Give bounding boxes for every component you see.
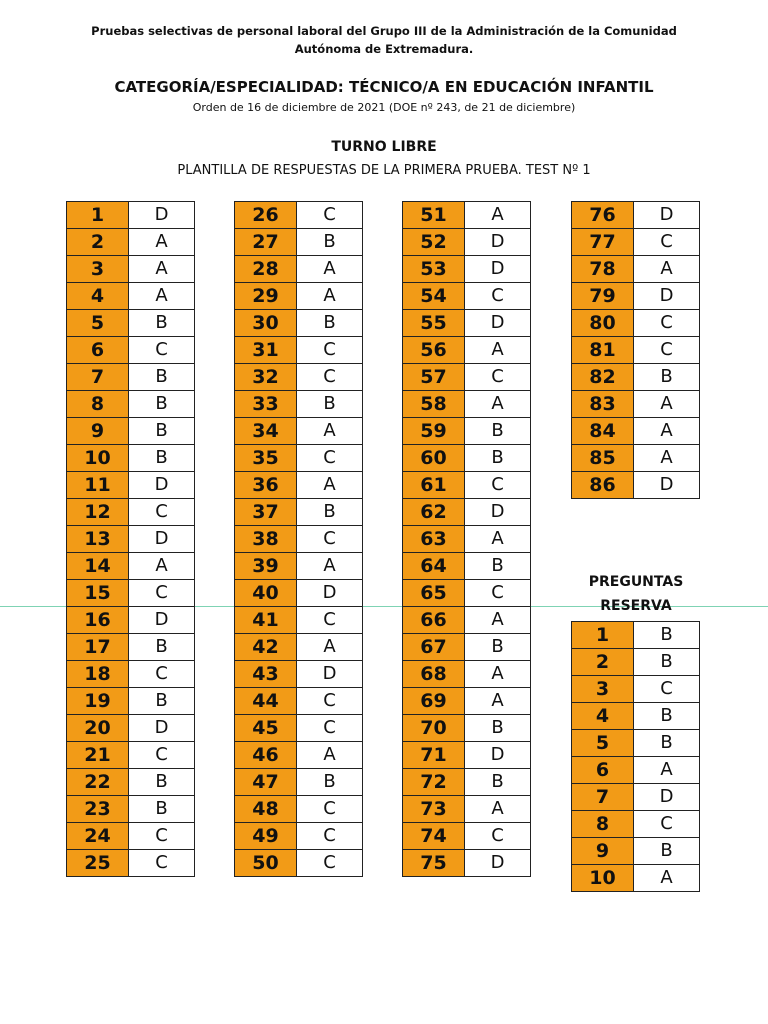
question-number: 26	[235, 202, 297, 229]
answer-letter: B	[297, 391, 363, 418]
answer-row	[572, 391, 700, 418]
answer-row	[67, 580, 195, 607]
question-number: 59	[403, 418, 465, 445]
answer-row	[67, 256, 195, 283]
question-number: 24	[67, 823, 129, 850]
answer-letter: D	[634, 472, 700, 499]
question-number: 8	[67, 391, 129, 418]
answer-row	[403, 472, 531, 499]
answer-letter: A	[297, 742, 363, 769]
question-number: 7	[67, 364, 129, 391]
answer-row	[403, 661, 531, 688]
answer-letter: B	[129, 418, 195, 445]
question-number: 75	[403, 850, 465, 877]
question-number: 15	[67, 580, 129, 607]
question-number: 19	[67, 688, 129, 715]
answer-row	[67, 823, 195, 850]
answer-letter: D	[634, 202, 700, 229]
answer-row	[235, 364, 363, 391]
answer-letter: C	[297, 526, 363, 553]
answer-letter: C	[297, 202, 363, 229]
answer-row	[572, 229, 700, 256]
answer-letter: B	[465, 418, 531, 445]
answer-row	[235, 499, 363, 526]
question-number: 54	[403, 283, 465, 310]
answer-letter: C	[297, 337, 363, 364]
answer-row	[235, 553, 363, 580]
answer-letter: D	[129, 607, 195, 634]
answer-letter: B	[297, 769, 363, 796]
question-number: 86	[572, 472, 634, 499]
answer-letter: A	[297, 256, 363, 283]
question-number: 31	[235, 337, 297, 364]
answers-table-51-75	[402, 201, 531, 877]
question-number: 10	[67, 445, 129, 472]
question-number: 76	[572, 202, 634, 229]
turno-title: TURNO LIBRE	[331, 139, 437, 155]
answer-row	[572, 310, 700, 337]
answer-row	[235, 796, 363, 823]
answer-letter: C	[129, 337, 195, 364]
answer-letter: C	[297, 796, 363, 823]
question-number: 28	[235, 256, 297, 283]
answer-letter: D	[634, 784, 700, 811]
question-number: 83	[572, 391, 634, 418]
answer-letter: B	[129, 796, 195, 823]
order-reference: Orden de 16 de diciembre de 2021 (DOE nº 243, de 21 de diciembre)	[192, 101, 576, 114]
answer-row	[235, 850, 363, 877]
answer-row	[403, 364, 531, 391]
answer-row	[403, 796, 531, 823]
question-number: 32	[235, 364, 297, 391]
answer-row	[403, 526, 531, 553]
answer-letter: B	[297, 229, 363, 256]
answer-letter: B	[129, 688, 195, 715]
question-number: 74	[403, 823, 465, 850]
question-number: 35	[235, 445, 297, 472]
answer-letter: B	[465, 715, 531, 742]
answer-row	[572, 811, 700, 838]
answer-letter: B	[634, 364, 700, 391]
answer-row	[235, 229, 363, 256]
answer-row	[403, 337, 531, 364]
answer-row	[572, 784, 700, 811]
question-number: 17	[67, 634, 129, 661]
question-number: 23	[67, 796, 129, 823]
answer-row	[67, 634, 195, 661]
question-number: 49	[235, 823, 297, 850]
answer-row	[572, 838, 700, 865]
question-number: 69	[403, 688, 465, 715]
question-number: 70	[403, 715, 465, 742]
answer-letter: D	[297, 661, 363, 688]
answer-letter: B	[129, 634, 195, 661]
answer-letter: B	[465, 769, 531, 796]
answer-row	[67, 526, 195, 553]
question-number: 57	[403, 364, 465, 391]
question-number: 34	[235, 418, 297, 445]
answer-letter: C	[634, 229, 700, 256]
question-number: 78	[572, 256, 634, 283]
question-number: 58	[403, 391, 465, 418]
answer-row	[572, 472, 700, 499]
answer-letter: C	[297, 607, 363, 634]
question-number: 6	[572, 757, 634, 784]
answer-letter: B	[129, 310, 195, 337]
answer-row	[67, 607, 195, 634]
answer-row	[67, 688, 195, 715]
answer-letter: D	[129, 202, 195, 229]
answer-letter: A	[465, 607, 531, 634]
question-number: 10	[572, 865, 634, 892]
answer-row	[67, 553, 195, 580]
answer-letter: B	[634, 838, 700, 865]
answer-row	[67, 229, 195, 256]
answer-row	[572, 622, 700, 649]
question-number: 56	[403, 337, 465, 364]
answer-row	[235, 607, 363, 634]
question-number: 3	[572, 676, 634, 703]
answer-row	[235, 310, 363, 337]
question-number: 81	[572, 337, 634, 364]
question-number: 4	[67, 283, 129, 310]
answer-row	[572, 337, 700, 364]
answers-table-1-25	[66, 201, 195, 877]
question-number: 33	[235, 391, 297, 418]
answer-row	[67, 661, 195, 688]
question-number: 20	[67, 715, 129, 742]
question-number: 29	[235, 283, 297, 310]
answer-letter: C	[129, 742, 195, 769]
question-number: 25	[67, 850, 129, 877]
question-number: 9	[572, 838, 634, 865]
question-number: 18	[67, 661, 129, 688]
answer-letter: A	[297, 634, 363, 661]
answer-row	[235, 337, 363, 364]
answer-letter: A	[634, 445, 700, 472]
question-number: 52	[403, 229, 465, 256]
question-number: 77	[572, 229, 634, 256]
plantilla-title: PLANTILLA DE RESPUESTAS DE LA PRIMERA PRUEBA. TEST Nº 1	[177, 163, 591, 178]
answer-letter: C	[634, 337, 700, 364]
answer-row	[235, 661, 363, 688]
answer-letter: B	[129, 769, 195, 796]
answer-row	[403, 499, 531, 526]
answer-row	[403, 256, 531, 283]
answer-letter: B	[465, 445, 531, 472]
answer-letter: B	[634, 649, 700, 676]
answer-letter: A	[465, 202, 531, 229]
answer-row	[67, 769, 195, 796]
answer-row	[67, 391, 195, 418]
answer-row	[403, 850, 531, 877]
answer-row	[67, 499, 195, 526]
question-number: 64	[403, 553, 465, 580]
answer-row	[403, 229, 531, 256]
question-number: 39	[235, 553, 297, 580]
exam-description: Pruebas selectivas de personal laboral del Grupo III de la Administración de la Comunidad Autónoma de Extremadura.	[91, 24, 677, 56]
answers-table-76-86	[571, 201, 700, 499]
answer-row	[67, 310, 195, 337]
answer-row	[67, 445, 195, 472]
answer-row	[572, 649, 700, 676]
question-number: 53	[403, 256, 465, 283]
question-number: 63	[403, 526, 465, 553]
answer-letter: D	[465, 742, 531, 769]
question-number: 30	[235, 310, 297, 337]
answer-letter: A	[297, 418, 363, 445]
question-number: 85	[572, 445, 634, 472]
answer-row	[572, 364, 700, 391]
answer-row	[403, 310, 531, 337]
answer-letter: D	[465, 850, 531, 877]
answer-letter: D	[129, 526, 195, 553]
question-number: 14	[67, 553, 129, 580]
answer-row	[403, 634, 531, 661]
answer-letter: D	[465, 310, 531, 337]
answer-letter: C	[129, 850, 195, 877]
question-number: 9	[67, 418, 129, 445]
answer-letter: C	[297, 850, 363, 877]
answer-row	[572, 676, 700, 703]
answer-row	[572, 256, 700, 283]
answer-row	[235, 256, 363, 283]
question-number: 65	[403, 580, 465, 607]
answer-row	[403, 445, 531, 472]
answer-letter: B	[297, 499, 363, 526]
question-number: 36	[235, 472, 297, 499]
answer-letter: C	[297, 445, 363, 472]
answer-row	[235, 769, 363, 796]
answer-row	[572, 418, 700, 445]
question-number: 48	[235, 796, 297, 823]
reserve-answers-table	[571, 621, 700, 892]
answer-row	[572, 445, 700, 472]
answer-letter: C	[129, 580, 195, 607]
answer-row	[403, 769, 531, 796]
answer-row	[403, 715, 531, 742]
answer-letter: D	[297, 580, 363, 607]
answer-letter: A	[297, 283, 363, 310]
answer-row	[235, 526, 363, 553]
answer-letter: C	[297, 823, 363, 850]
answer-row	[235, 418, 363, 445]
answer-row	[403, 580, 531, 607]
answer-letter: A	[465, 796, 531, 823]
answer-letter: B	[634, 730, 700, 757]
question-number: 1	[572, 622, 634, 649]
question-number: 50	[235, 850, 297, 877]
answer-row	[235, 742, 363, 769]
question-number: 51	[403, 202, 465, 229]
question-number: 5	[67, 310, 129, 337]
category-title: CATEGORÍA/ESPECIALIDAD: TÉCNICO/A EN EDUCACIÓN INFANTIL	[114, 78, 654, 96]
answer-letter: C	[634, 811, 700, 838]
question-number: 72	[403, 769, 465, 796]
answer-row	[67, 364, 195, 391]
answer-row	[572, 703, 700, 730]
question-number: 43	[235, 661, 297, 688]
question-number: 67	[403, 634, 465, 661]
answer-letter: A	[129, 553, 195, 580]
question-number: 6	[67, 337, 129, 364]
answer-row	[572, 202, 700, 229]
question-number: 22	[67, 769, 129, 796]
question-number: 73	[403, 796, 465, 823]
question-number: 61	[403, 472, 465, 499]
question-number: 7	[572, 784, 634, 811]
answer-letter: C	[297, 715, 363, 742]
answer-row	[235, 202, 363, 229]
answer-letter: B	[297, 310, 363, 337]
question-number: 62	[403, 499, 465, 526]
answer-letter: C	[297, 364, 363, 391]
answer-letter: A	[465, 337, 531, 364]
question-number: 55	[403, 310, 465, 337]
question-number: 12	[67, 499, 129, 526]
answer-letter: B	[634, 622, 700, 649]
question-number: 79	[572, 283, 634, 310]
answer-letter: A	[129, 283, 195, 310]
answer-row	[572, 757, 700, 784]
question-number: 8	[572, 811, 634, 838]
question-number: 38	[235, 526, 297, 553]
answer-row	[67, 796, 195, 823]
answer-letter: B	[129, 445, 195, 472]
answer-letter: A	[634, 757, 700, 784]
answer-row	[403, 688, 531, 715]
answer-row	[235, 715, 363, 742]
answer-letter: C	[634, 310, 700, 337]
question-number: 46	[235, 742, 297, 769]
answer-row	[67, 742, 195, 769]
question-number: 42	[235, 634, 297, 661]
question-number: 3	[67, 256, 129, 283]
question-number: 82	[572, 364, 634, 391]
answer-row	[235, 823, 363, 850]
answer-row	[235, 445, 363, 472]
answer-letter: D	[465, 229, 531, 256]
question-number: 40	[235, 580, 297, 607]
answer-letter: A	[465, 391, 531, 418]
answer-letter: B	[129, 391, 195, 418]
answer-letter: C	[129, 661, 195, 688]
answer-letter: A	[129, 229, 195, 256]
question-number: 45	[235, 715, 297, 742]
question-number: 13	[67, 526, 129, 553]
question-number: 71	[403, 742, 465, 769]
answer-row	[403, 283, 531, 310]
question-number: 41	[235, 607, 297, 634]
answer-row	[403, 418, 531, 445]
answer-letter: A	[634, 256, 700, 283]
question-number: 2	[572, 649, 634, 676]
answer-letter: C	[465, 580, 531, 607]
answer-letter: A	[634, 865, 700, 892]
question-number: 2	[67, 229, 129, 256]
answer-letter: C	[465, 823, 531, 850]
question-number: 27	[235, 229, 297, 256]
answer-letter: A	[634, 391, 700, 418]
answer-row	[67, 337, 195, 364]
answer-letter: C	[129, 499, 195, 526]
question-number: 44	[235, 688, 297, 715]
answer-row	[403, 823, 531, 850]
answer-row	[235, 634, 363, 661]
answer-row	[235, 391, 363, 418]
answer-row	[403, 553, 531, 580]
answer-letter: A	[297, 553, 363, 580]
answer-row	[235, 472, 363, 499]
answer-row	[403, 742, 531, 769]
answer-letter: B	[465, 634, 531, 661]
answer-letter: C	[297, 688, 363, 715]
answer-letter: B	[129, 364, 195, 391]
question-number: 1	[67, 202, 129, 229]
answer-letter: A	[634, 418, 700, 445]
question-number: 60	[403, 445, 465, 472]
answer-letter: C	[634, 676, 700, 703]
answer-letter: A	[465, 526, 531, 553]
question-number: 4	[572, 703, 634, 730]
question-number: 37	[235, 499, 297, 526]
question-number: 80	[572, 310, 634, 337]
answer-letter: B	[465, 553, 531, 580]
answer-row	[403, 202, 531, 229]
question-number: 16	[67, 607, 129, 634]
answer-letter: A	[465, 661, 531, 688]
question-number: 21	[67, 742, 129, 769]
answer-letter: B	[634, 703, 700, 730]
answer-letter: D	[129, 715, 195, 742]
question-number: 11	[67, 472, 129, 499]
answer-row	[572, 283, 700, 310]
answer-letter: C	[465, 283, 531, 310]
answer-letter: D	[129, 472, 195, 499]
answer-row	[235, 688, 363, 715]
answer-row	[67, 418, 195, 445]
answer-row	[235, 283, 363, 310]
question-number: 84	[572, 418, 634, 445]
answer-row	[403, 391, 531, 418]
answer-row	[67, 283, 195, 310]
answer-row	[572, 865, 700, 892]
question-number: 5	[572, 730, 634, 757]
answer-row	[572, 730, 700, 757]
answers-table-26-50	[234, 201, 363, 877]
answer-row	[67, 715, 195, 742]
answer-letter: D	[465, 256, 531, 283]
answer-letter: C	[465, 472, 531, 499]
answer-letter: A	[129, 256, 195, 283]
answer-row	[403, 607, 531, 634]
answer-letter: A	[465, 688, 531, 715]
answer-letter: C	[465, 364, 531, 391]
question-number: 47	[235, 769, 297, 796]
answer-row	[67, 850, 195, 877]
reserve-title: PREGUNTAS RESERVA	[588, 574, 684, 614]
answer-row	[67, 472, 195, 499]
question-number: 66	[403, 607, 465, 634]
answer-letter: D	[634, 283, 700, 310]
answer-row	[235, 580, 363, 607]
question-number: 68	[403, 661, 465, 688]
answer-row	[67, 202, 195, 229]
answer-letter: C	[129, 823, 195, 850]
answer-letter: A	[297, 472, 363, 499]
answer-letter: D	[465, 499, 531, 526]
